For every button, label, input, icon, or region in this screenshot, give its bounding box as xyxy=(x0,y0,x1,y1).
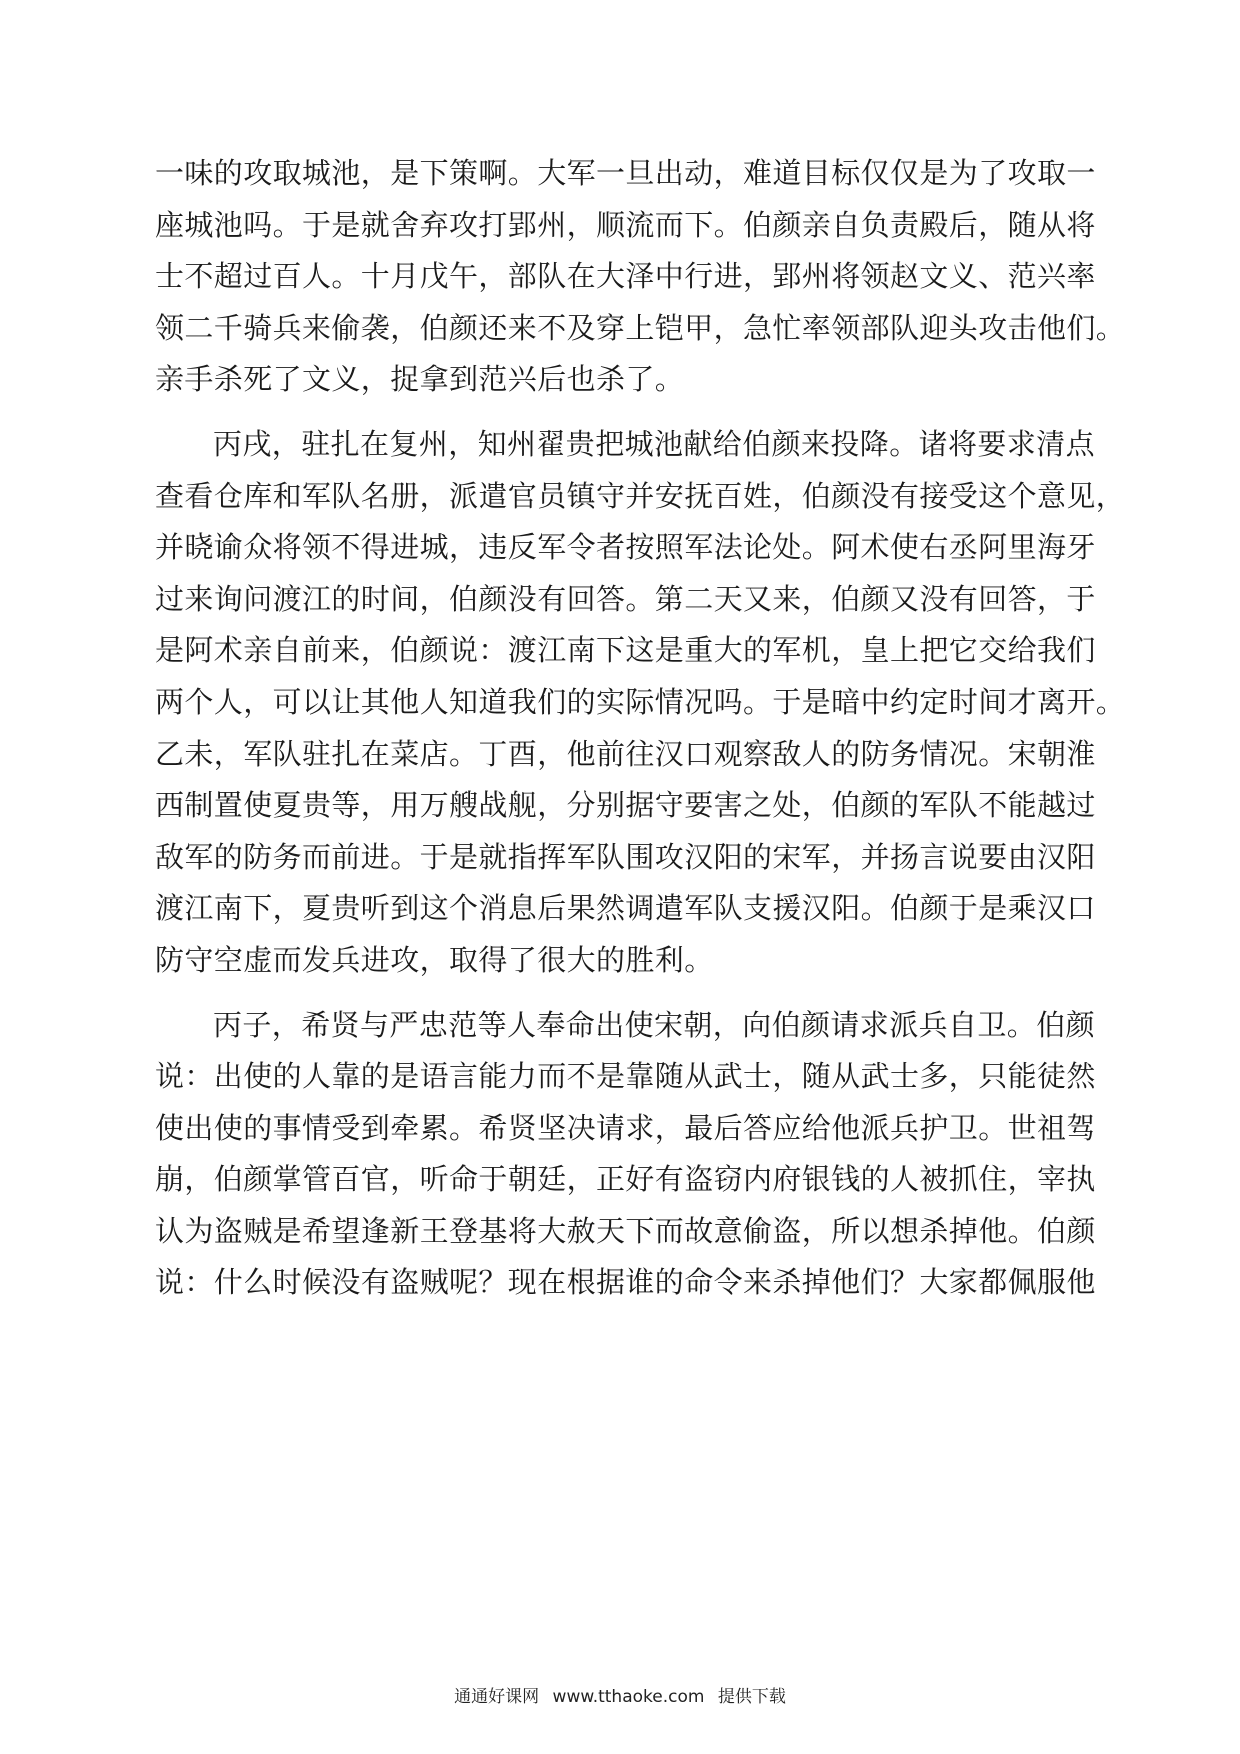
text-line: 两个人，可以让其他人知道我们的实际情况吗。于是暗中约定时间才离开。 xyxy=(155,684,1126,719)
text-line: 说：出使的人靠的是语言能力而不是靠随从武士，随从武士多，只能徒然 xyxy=(155,1059,1096,1094)
text-line: 崩，伯颜掌管百官，听命于朝廷，正好有盗窃内府银钱的人被抓住，宰执 xyxy=(155,1162,1096,1197)
paragraph-3 xyxy=(155,1000,1096,1310)
text-line: 敌军的防务而前进。于是就指挥军队围攻汉阳的宋军，并扬言说要由汉阳 xyxy=(155,839,1096,874)
text-line: 一味的攻取城池，是下策啊。大军一旦出动，难道目标仅仅是为了攻取一 xyxy=(155,156,1096,190)
text-line: 渡江南下，夏贵听到这个消息后果然调遣军队支援汉阳。伯颜于是乘汉口 xyxy=(155,891,1096,926)
text-line: 过来询问渡江的时间，伯颜没有回答。第二天又来，伯颜又没有回答，于 xyxy=(155,581,1096,616)
body-text xyxy=(155,148,1126,1309)
paragraph-1 xyxy=(155,148,1126,406)
text-line: 亲手杀死了文义，捉拿到范兴后也杀了。 xyxy=(155,362,685,397)
text-line: 并晓谕众将领不得进城，违反军令者按照军法论处。阿术使右丞阿里海牙 xyxy=(155,530,1096,565)
footer-url: www.tthaoke.com xyxy=(552,1687,705,1707)
text-line: 座城池吗。于是就舍弃攻打郢州，顺流而下。伯颜亲自负责殿后，随从将 xyxy=(155,207,1096,242)
text-line: 西制置使夏贵等，用万艘战舰，分别据守要害之处，伯颜的军队不能越过 xyxy=(155,788,1096,823)
footer-site-name: 通通好课网 xyxy=(454,1687,540,1707)
text-line: 士不超过百人。十月戊午，部队在大泽中行进，郢州将领赵文义、范兴率 xyxy=(155,259,1096,294)
paragraph-gap xyxy=(155,406,1090,419)
text-line: 防守空虚而发兵进攻，取得了很大的胜利。 xyxy=(155,942,714,977)
text-line: 是阿术亲自前来，伯颜说：渡江南下这是重大的军机，皇上把它交给我们 xyxy=(155,633,1096,668)
text-line: 领二千骑兵来偷袭，伯颜还来不及穿上铠甲，急忙率领部队迎头攻击他们。 xyxy=(155,310,1126,345)
text-line: 说：什么时候没有盗贼呢？现在根据谁的命令来杀掉他们？大家都佩服他 xyxy=(155,1265,1096,1300)
text-line: 乙未，军队驻扎在菜店。丁酉，他前往汉口观察敌人的防务情况。宋朝淮 xyxy=(155,736,1096,771)
footer-suffix: 提供下载 xyxy=(717,1687,786,1707)
text-line: 使出使的事情受到牵累。希贤坚决请求，最后答应给他派兵护卫。世祖驾 xyxy=(155,1110,1096,1145)
text-line: 查看仓库和军队名册，派遣官员镇守并安抚百姓，伯颜没有接受这个意见， xyxy=(155,478,1126,513)
page-footer xyxy=(0,1682,1240,1707)
text-line: 丙子，希贤与严忠范等人奉命出使宋朝，向伯颜请求派兵自卫。伯颜 xyxy=(213,1007,1096,1042)
text-line: 丙戌，驻扎在复州，知州翟贵把城池献给伯颜来投降。诸将要求清点 xyxy=(213,426,1096,461)
paragraph-gap xyxy=(155,987,1090,1000)
paragraph-2 xyxy=(155,419,1126,987)
text-line: 认为盗贼是希望逢新王登基将大赦天下而故意偷盗，所以想杀掉他。伯颜 xyxy=(155,1213,1096,1248)
